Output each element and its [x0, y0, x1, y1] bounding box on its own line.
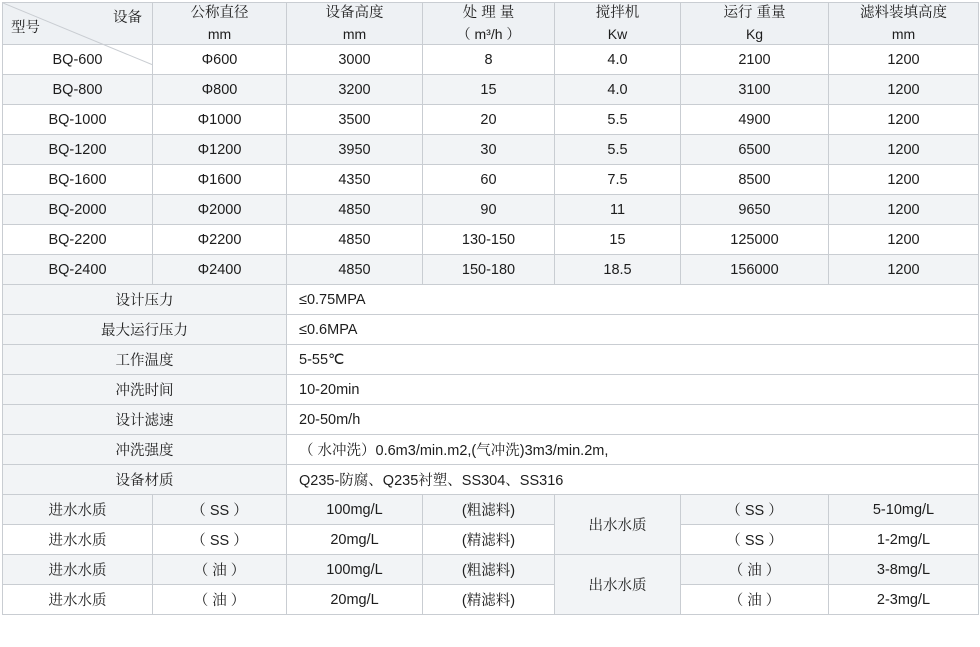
cell-model: BQ-1000 — [3, 105, 153, 135]
water-quality-row — [3, 555, 979, 585]
table-row — [3, 195, 979, 225]
header-title: 公称直径 — [190, 5, 249, 21]
param-row — [3, 435, 979, 465]
cell-media-height: 1200 — [829, 255, 979, 285]
param-label: 冲洗时间 — [3, 375, 287, 405]
outlet-value: 2-3mg/L — [829, 585, 979, 615]
param-row — [3, 405, 979, 435]
cell-weight: 2100 — [681, 45, 829, 75]
cell-mixer: 5.5 — [555, 135, 681, 165]
cell-mixer: 5.5 — [555, 105, 681, 135]
table-row — [3, 165, 979, 195]
media-type: (精滤料) — [423, 585, 555, 615]
cell-diameter: Φ600 — [153, 45, 287, 75]
cell-capacity: 90 — [423, 195, 555, 225]
cell-diameter: Φ2400 — [153, 255, 287, 285]
inlet-value: 100mg/L — [287, 555, 423, 585]
outlet-type: （ 油 ） — [681, 555, 829, 585]
cell-media-height: 1200 — [829, 195, 979, 225]
header-unit: mm — [207, 26, 232, 43]
header-title: 搅拌机 — [595, 5, 640, 21]
cell-media-height: 1200 — [829, 165, 979, 195]
inlet-type: （ 油 ） — [153, 555, 287, 585]
cell-weight: 4900 — [681, 105, 829, 135]
cell-diameter: Φ2200 — [153, 225, 287, 255]
outlet-value: 1-2mg/L — [829, 525, 979, 555]
header-corner-bottom-label: 型号 — [11, 20, 40, 37]
outlet-type: （ SS ） — [681, 495, 829, 525]
inlet-value: 100mg/L — [287, 495, 423, 525]
cell-diameter: Φ800 — [153, 75, 287, 105]
cell-weight: 8500 — [681, 165, 829, 195]
cell-model: BQ-600 — [3, 45, 153, 75]
header-cell-diameter — [153, 3, 287, 45]
header-cell-mixer — [555, 3, 681, 45]
outlet-label: 出水水质 — [555, 555, 681, 615]
inlet-value: 20mg/L — [287, 525, 423, 555]
cell-capacity: 8 — [423, 45, 555, 75]
param-label: 设计滤速 — [3, 405, 287, 435]
header-unit: Kw — [607, 26, 628, 43]
outlet-value: 5-10mg/L — [829, 495, 979, 525]
header-cell-height — [287, 3, 423, 45]
cell-weight: 156000 — [681, 255, 829, 285]
cell-media-height: 1200 — [829, 105, 979, 135]
equipment-spec-table — [2, 2, 979, 615]
cell-model: BQ-800 — [3, 75, 153, 105]
cell-diameter: Φ2000 — [153, 195, 287, 225]
header-unit: mm — [342, 26, 367, 43]
param-row — [3, 315, 979, 345]
media-type: (粗滤料) — [423, 555, 555, 585]
inlet-type: （ 油 ） — [153, 585, 287, 615]
cell-model: BQ-1200 — [3, 135, 153, 165]
header-title: 设备高度 — [325, 5, 384, 21]
outlet-type: （ 油 ） — [681, 585, 829, 615]
table-row — [3, 255, 979, 285]
cell-diameter: Φ1000 — [153, 105, 287, 135]
param-value: Q235-防腐、Q235衬塑、SS304、SS316 — [287, 465, 979, 495]
cell-capacity: 30 — [423, 135, 555, 165]
cell-weight: 6500 — [681, 135, 829, 165]
cell-model: BQ-2200 — [3, 225, 153, 255]
cell-media-height: 1200 — [829, 75, 979, 105]
inlet-type: （ SS ） — [153, 495, 287, 525]
outlet-value: 3-8mg/L — [829, 555, 979, 585]
param-label: 设备材质 — [3, 465, 287, 495]
param-value: 20-50m/h — [287, 405, 979, 435]
cell-height: 4850 — [287, 195, 423, 225]
cell-capacity: 150-180 — [423, 255, 555, 285]
cell-height: 4850 — [287, 255, 423, 285]
param-row — [3, 465, 979, 495]
header-title: 滤料装填高度 — [860, 5, 947, 21]
header-corner-cell — [3, 3, 153, 45]
param-value: 5-55℃ — [287, 345, 979, 375]
cell-mixer: 4.0 — [555, 75, 681, 105]
table-row — [3, 75, 979, 105]
header-corner-top-label: 设备 — [113, 10, 142, 26]
inlet-label: 进水水质 — [3, 555, 153, 585]
param-label: 最大运行压力 — [3, 315, 287, 345]
param-row — [3, 285, 979, 315]
param-row — [3, 375, 979, 405]
inlet-value: 20mg/L — [287, 585, 423, 615]
cell-weight: 125000 — [681, 225, 829, 255]
cell-weight: 3100 — [681, 75, 829, 105]
header-unit: （ m³/h ） — [456, 26, 521, 43]
param-value: （ 水冲洗）0.6m3/min.m2,(气冲洗)3m3/min.2m, — [287, 435, 979, 465]
header-title: 处 理 量 — [462, 5, 515, 21]
outlet-label: 出水水质 — [555, 495, 681, 555]
cell-capacity: 130-150 — [423, 225, 555, 255]
param-label: 冲洗强度 — [3, 435, 287, 465]
param-value: 10-20min — [287, 375, 979, 405]
param-label: 设计压力 — [3, 285, 287, 315]
cell-diameter: Φ1600 — [153, 165, 287, 195]
header-cell-media-height — [829, 3, 979, 45]
cell-mixer: 7.5 — [555, 165, 681, 195]
table-row — [3, 135, 979, 165]
param-value: ≤0.6MPA — [287, 315, 979, 345]
header-cell-weight — [681, 3, 829, 45]
inlet-type: （ SS ） — [153, 525, 287, 555]
cell-diameter: Φ1200 — [153, 135, 287, 165]
media-type: (粗滤料) — [423, 495, 555, 525]
cell-mixer: 11 — [555, 195, 681, 225]
cell-mixer: 18.5 — [555, 255, 681, 285]
water-quality-row — [3, 525, 979, 555]
header-unit: Kg — [745, 26, 764, 43]
cell-height: 4850 — [287, 225, 423, 255]
cell-model: BQ-2400 — [3, 255, 153, 285]
cell-model: BQ-1600 — [3, 165, 153, 195]
cell-height: 3200 — [287, 75, 423, 105]
cell-media-height: 1200 — [829, 135, 979, 165]
cell-capacity: 60 — [423, 165, 555, 195]
cell-model: BQ-2000 — [3, 195, 153, 225]
header-title: 运行 重量 — [723, 5, 786, 21]
header-cell-capacity — [423, 3, 555, 45]
cell-capacity: 15 — [423, 75, 555, 105]
table-header-row — [3, 3, 979, 45]
param-row — [3, 345, 979, 375]
inlet-label: 进水水质 — [3, 495, 153, 525]
cell-weight: 9650 — [681, 195, 829, 225]
cell-height: 4350 — [287, 165, 423, 195]
param-label: 工作温度 — [3, 345, 287, 375]
cell-height: 3000 — [287, 45, 423, 75]
water-quality-row — [3, 585, 979, 615]
param-value: ≤0.75MPA — [287, 285, 979, 315]
cell-media-height: 1200 — [829, 225, 979, 255]
cell-mixer: 15 — [555, 225, 681, 255]
inlet-label: 进水水质 — [3, 585, 153, 615]
cell-capacity: 20 — [423, 105, 555, 135]
table-row — [3, 225, 979, 255]
media-type: (精滤料) — [423, 525, 555, 555]
outlet-type: （ SS ） — [681, 525, 829, 555]
cell-height: 3950 — [287, 135, 423, 165]
table-row — [3, 105, 979, 135]
inlet-label: 进水水质 — [3, 525, 153, 555]
header-unit: mm — [891, 26, 916, 43]
water-quality-row — [3, 495, 979, 525]
cell-height: 3500 — [287, 105, 423, 135]
cell-media-height: 1200 — [829, 45, 979, 75]
cell-mixer: 4.0 — [555, 45, 681, 75]
